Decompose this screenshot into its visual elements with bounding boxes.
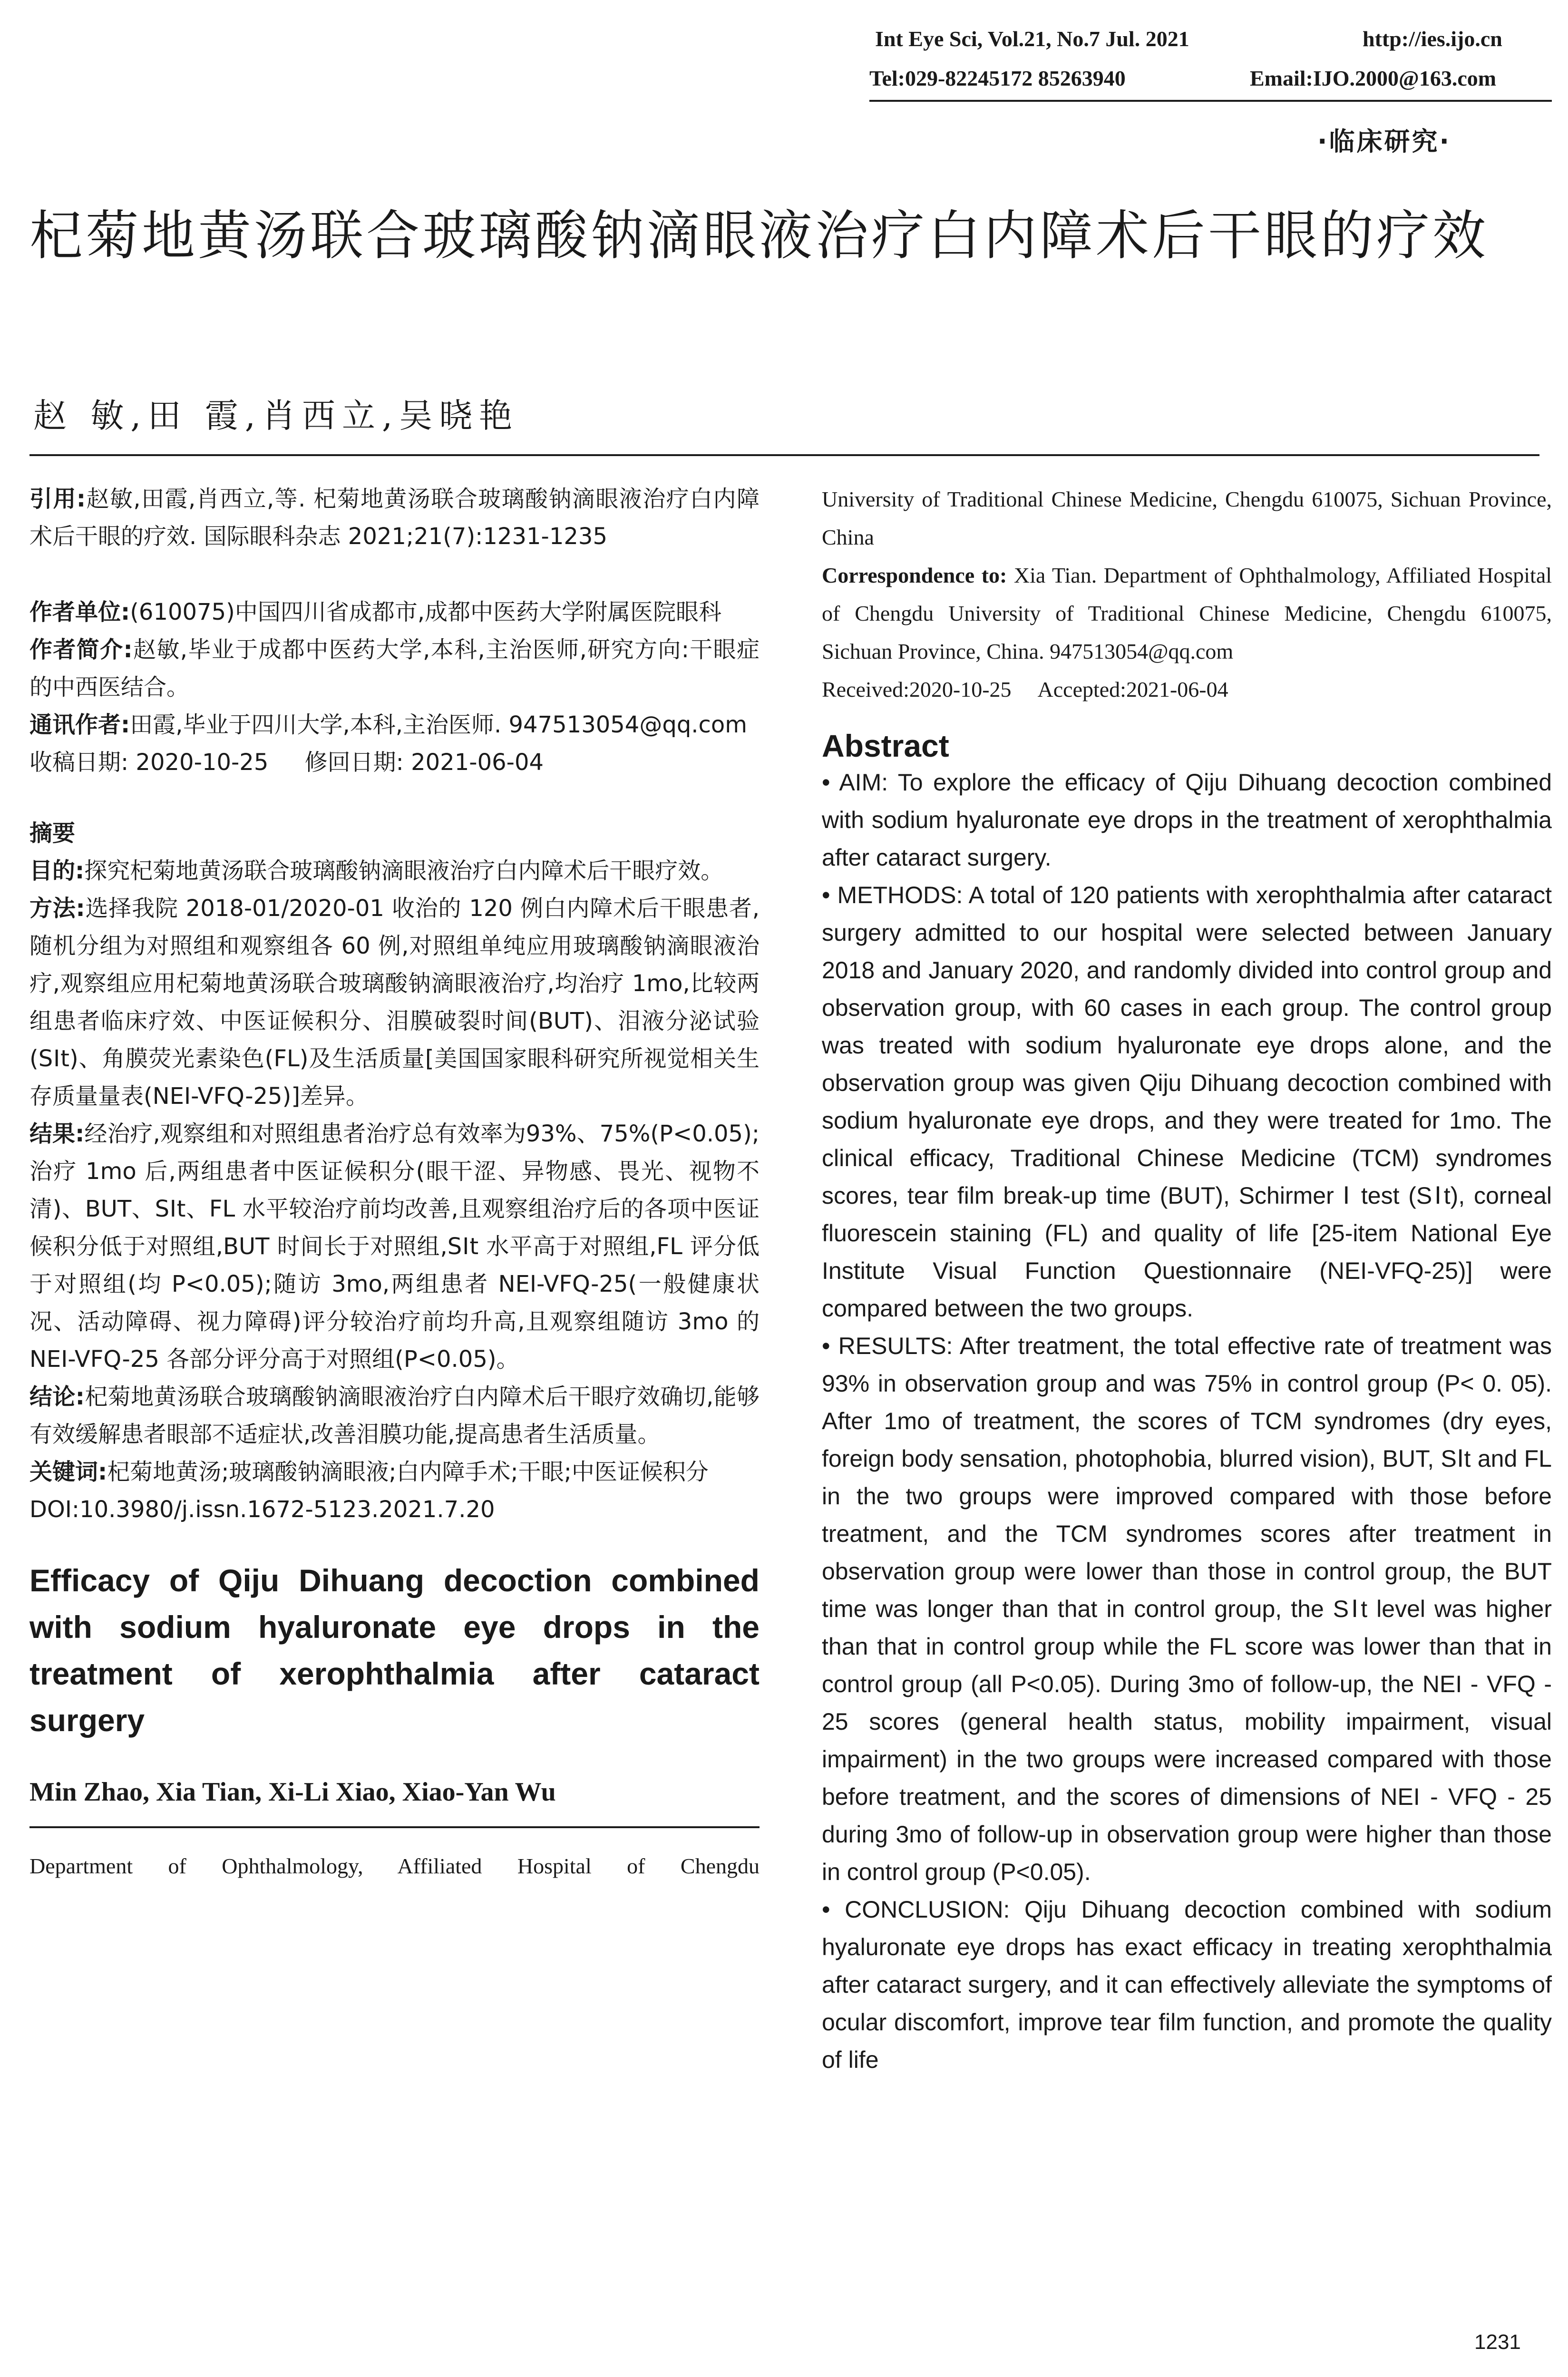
bio-label: 作者简介:: [29, 636, 133, 663]
correspondence-en: [822, 556, 1552, 671]
title-rule: [29, 454, 1539, 456]
received-accepted: Received:2020-10-25 Accepted:2021-06-04: [822, 677, 1228, 701]
corresponding-author: [29, 706, 760, 744]
journal-tel: Tel:029-82245172 85263940: [869, 66, 1126, 90]
citation: [29, 480, 760, 555]
affiliation: [29, 594, 760, 631]
corr-label: 通讯作者:: [29, 711, 130, 738]
results-cn: [29, 1115, 760, 1378]
aim-en: • AIM: To explore the efficacy of Qiju Dihuang decoction combined with sodium hyaluronate eye drops in the treatment of xerophthalmia after cataract surgery.: [822, 769, 1552, 871]
page-number: 1231: [1474, 2330, 1521, 2354]
results-en: • RESULTS: After treatment, the total effective rate of treatment was 93% in observation group and was 75% in control group (P< 0. 05). After 1mo of treatment, the scores of TCM syndromes (dry eyes, foreign body sensation, photophobia, blurred vision), BUT, SⅠt and FL in the two groups were improved compared with those before treatment, and the TCM syndromes scores after treatment in observation group were lower than those in control group, the BUT time was longer than that in control group, the SⅠt level was higher than that in control group while the FL score was lower than that in control group (all P<0.05). During 3mo of follow-up, the NEI - VFQ - 25 scores (general health status, mobility impairment, visual impairment) in the two groups were increased compared with those before treatment, and the scores of dimensions of NEI - VFQ - 25 during 3mo of follow-up in observation group were higher than those in control group (P<0.05).: [822, 1333, 1552, 1885]
keywords-label: 关键词:: [29, 1459, 107, 1485]
conclusion-text: 杞菊地黄汤联合玻璃酸钠滴眼液治疗白内障术后干眼疗效确切,能够有效缓解患者眼部不适症状,改善泪膜功能,提高患者生活质量。: [29, 1383, 760, 1448]
department-en-cont: University of Traditional Chinese Medicine, Chengdu 610075, Sichuan Province, China: [822, 487, 1552, 549]
corr-text: 田霞,毕业于四川大学,本科,主治医师. 947513054@qq.com: [130, 711, 748, 738]
right-column: [822, 480, 1552, 2079]
left-column: [29, 480, 760, 1885]
correspondence-label: Correspondence to:: [822, 563, 1007, 587]
abstract-heading-en: Abstract: [822, 728, 949, 763]
affiliation-label: 作者单位:: [29, 599, 130, 625]
methods-label: 方法:: [29, 895, 85, 922]
aim-text: 探究杞菊地黄汤联合玻璃酸钠滴眼液治疗白内障术后干眼疗效。: [84, 857, 724, 884]
methods-en: • METHODS: A total of 120 patients with xerophthalmia after cataract surgery admitted to our hospital were selected between January 2018 and January 2020, and randomly divided into control group and observation group, with 60 cases in each group. The control group was treated with sodium hyaluronate eye drops alone, and the observation group was given Qiju Dihuang decoction combined with sodium hyaluronate eye drops, and they were treated for 1mo. The clinical efficacy, Traditional Chinese Medicine (TCM) syndromes scores, tear film break-up time (BUT), Schirmer Ⅰ test (SⅠt), corneal fluorescein staining (FL) and quality of life [25-item National Eye Institute Visual Function Questionnaire (NEI-VFQ-25)] were compared between the two groups.: [822, 882, 1552, 1322]
methods-cn: [29, 890, 760, 1115]
abstract-heading-cn: 摘要: [29, 820, 76, 847]
citation-label: 引用:: [29, 486, 86, 512]
results-text: 经治疗,观察组和对照组患者治疗总有效率为93%、75%(P<0.05);治疗 1mo 后,两组患者中医证候积分(眼干涩、异物感、畏光、视物不清)、BUT、SⅠt、FL 水平较治疗前均改善,且观察组治疗后的各项中医证候积分低于对照组,BUT 时间长于对照组,SⅠt 水平高于对照组,FL 评分低于对照组(均 P<0.05);随访 3mo,两组患者 NEI-VFQ-25(一般健康状况、活动障碍、视力障碍)评分较治疗前均升高,且观察组随访 3mo 的 NEI-VFQ-25 各部分评分高于对照组(P<0.05)。: [29, 1120, 760, 1373]
journal-email: Email:IJO.2000@163.com: [1250, 66, 1497, 90]
keywords-text: 杞菊地黄汤;玻璃酸钠滴眼液;白内障手术;干眼;中医证候积分: [107, 1459, 709, 1485]
bio-text: 赵敏,毕业于成都中医药大学,本科,主治医师,研究方向:干眼症的中西医结合。: [29, 636, 760, 701]
article-title-en: Efficacy of Qiju Dihuang decoction combined with sodium hyaluronate eye drops in the treatment of xerophthalmia after cataract surgery: [29, 1563, 760, 1738]
keywords-cn: [29, 1453, 760, 1491]
journal-info: Int Eye Sci, Vol.21, No.7 Jul. 2021: [875, 27, 1189, 51]
conclusion-cn: [29, 1378, 760, 1453]
header-rule: [869, 100, 1552, 102]
article-title-cn: 杞菊地黄汤联合玻璃酸钠滴眼液治疗白内障术后干眼的疗效: [29, 205, 1489, 267]
citation-text: 赵敏,田霞,肖西立,等. 杞菊地黄汤联合玻璃酸钠滴眼液治疗白内障术后干眼的疗效. 国际眼科杂志 2021;21(7):1231-1235: [29, 486, 760, 550]
authors-cn: 赵 敏,田 霞,肖西立,吴晓艳: [33, 396, 519, 435]
aim-label: 目的:: [29, 857, 85, 884]
doi: DOI:10.3980/j.issn.1672-5123.2021.7.20: [29, 1496, 495, 1523]
affiliation-text: (610075)中国四川省成都市,成都中医药大学附属医院眼科: [130, 599, 722, 625]
author-bio: [29, 631, 760, 706]
authors-en: Min Zhao, Xia Tian, Xi-Li Xiao, Xiao-Yan Wu: [29, 1777, 556, 1807]
results-label: 结果:: [29, 1120, 85, 1147]
section-label: ·临床研究·: [1317, 127, 1451, 156]
methods-text: 选择我院 2018-01/2020-01 收治的 120 例白内障术后干眼患者,随机分组为对照组和观察组各 60 例,对照组单纯应用玻璃酸钠滴眼液治疗,观察组应用杞菊地黄汤联合玻璃酸钠滴眼液治疗,均治疗 1mo,比较两组患者临床疗效、中医证候积分、泪膜破裂时间(BUT)、泪液分泌试验(SⅠt)、角膜荧光素染色(FL)及生活质量[美国国家眼科研究所视觉相关生存质量量表(NEI-VFQ-25)]差异。: [29, 895, 760, 1110]
conclusion-en: • CONCLUSION: Qiju Dihuang decoction combined with sodium hyaluronate eye drops has exact efficacy in treating xerophthalmia after cataract surgery, and it can effectively alleviate the symptoms of ocular discomfort, improve tear film function, and promote the quality of life: [822, 1896, 1552, 2073]
aim-cn: [29, 852, 760, 890]
correspondence-text: Xia Tian. Department of Ophthalmology, Affiliated Hospital of Chengdu University of Traditional Chinese Medicine, Chengdu 610075, Sichuan Province, China. 947513054@qq.com: [822, 563, 1552, 663]
department-en: Department of Ophthalmology, Affiliated Hospital of Chengdu: [29, 1854, 760, 1878]
journal-url: http://ies.ijo.cn: [1363, 27, 1502, 51]
conclusion-label: 结论:: [29, 1383, 85, 1410]
received-dates: 收稿日期: 2020-10-25 修回日期: 2021-06-04: [29, 749, 544, 776]
